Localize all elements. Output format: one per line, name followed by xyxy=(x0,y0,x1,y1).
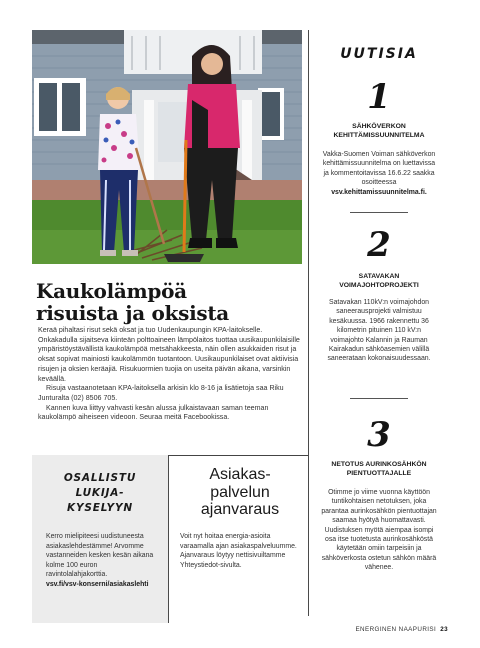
service-title-line-2: palvelun xyxy=(210,483,270,501)
article-body xyxy=(38,326,300,423)
news-separator xyxy=(350,212,408,213)
article-photo xyxy=(32,30,302,264)
news-text-3: Otimme jo viime vuonna käyttöön tuntikohtaisen netotuksen, joka parantaa aurinkosähkön pientuottajan saamaa hyötyä huomattavasti. Uudistuksen myötä aiempaa isompi osa itse tuotetusta aurinkosähköstä käytetään omiin tarpeisiin ja sähköverkosta ostetun sähkön määrä vähenee. xyxy=(321,489,437,572)
survey-link[interactable]: vsv.fi/vsv-konserni/asiakaslehti xyxy=(46,580,149,588)
survey-title-line-1: OSALLISTU xyxy=(63,472,137,484)
survey-title-line-3: KYSELYYN xyxy=(67,502,133,514)
survey-description: Kerro mielipiteesi uudistuneesta asiakaslehdestämme! Arvomme vastanneiden kesken kesän aikana kolme 100 euron ravintolalahjakorttia. xyxy=(46,533,154,579)
news-number-3: 3 xyxy=(367,415,391,455)
column-divider xyxy=(308,30,309,616)
article-paragraph-3: Kannen kuva liittyy vahvasti kesän alussa julkaistavaan saman teeman kaukolämpö aiheiseen videoon. Seuraa meitä Facebookissa. xyxy=(38,403,269,422)
news-number-2: 2 xyxy=(367,225,391,265)
survey-title xyxy=(32,471,168,516)
service-title-line-3: ajanvaraus xyxy=(200,501,280,518)
article-headline xyxy=(36,280,298,324)
news-link-1[interactable]: vsv.kehittamissuunnitelma.fi. xyxy=(331,188,427,196)
headline-line-2: risuista ja oksista xyxy=(36,301,229,325)
news-text-1 xyxy=(320,150,438,197)
news-body-1: Vakka-Suomen Voiman sähköverkon kehittämissuunnitelma on luettavissa ja kommentoitavissa 16.6.22 saakka osoitteessa xyxy=(322,151,436,187)
news-text-2: Satavakan 110kV:n voimajohdon saneerausprojekti valmistuu kesäkuussa. 1966 rakennettu 36 kilometrin pituinen 110 kV:n voimajohto Kalannin ja Rauman Kairakadun sähköasemien välillä saneerataan kokonaisuudessaan. xyxy=(327,299,431,363)
news-title-2: SATAVAKAN VOIMAJOHTOPROJEKTI xyxy=(339,273,419,290)
article-paragraph-1: Keraä pihaltasi risut sekä oksat ja tuo Uudenkaupungin KPA-laitokselle. Onkakadulla sijaitseva kiinteän polttoaineen lämpölaitos tuottaa uusikaupunkilaisille ympäristöystävällistä kaukolämpöä metsähakkeesta, näin ollen asukkaiden risut ja oksat sopivat mainiosti kaukolämmön tuotantoon. Uusikaupunkilaiset ovat aktiivisia risujen ja oksien keräajiä. Risukuormien tuojia on useita päivän aikana, varsinkin keväällä. xyxy=(38,326,300,383)
news-title-1: SÄHKÖVERKON KEHITTÄMISSUUNNITELMA xyxy=(333,123,425,140)
news-separator xyxy=(350,398,408,399)
box-divider xyxy=(168,455,169,623)
news-number-1: 1 xyxy=(367,77,391,117)
service-text: Voit nyt hoitaa energia-asioita varaamalla ajan asiakaspalveluumme. Ajanvaraus löytyy nettisivuiltamme Yhteystiedot-sivulta. xyxy=(180,533,297,569)
page-number: 23 xyxy=(440,626,448,633)
page-footer xyxy=(355,626,448,633)
article-paragraph-2: Risuja vastaanotetaan KPA-laitoksella arkisin klo 8-16 ja lisätietoja saa Riku Junturalta (02) 8506 705. xyxy=(38,384,284,402)
survey-text xyxy=(46,532,158,590)
survey-title-line-2: LUKIJA- xyxy=(75,487,125,499)
news-title-3: NETOTUS AURINKOSÄHKÖN PIENTUOTTAJALLE xyxy=(331,461,427,478)
headline-line-1: Kaukolämpöä xyxy=(36,279,187,303)
magazine-name: ENERGINEN NAAPURISI xyxy=(355,626,437,633)
service-title-line-1: Asiakas- xyxy=(209,466,271,483)
service-title xyxy=(180,466,300,519)
news-heading: UUTISIA xyxy=(340,46,418,62)
